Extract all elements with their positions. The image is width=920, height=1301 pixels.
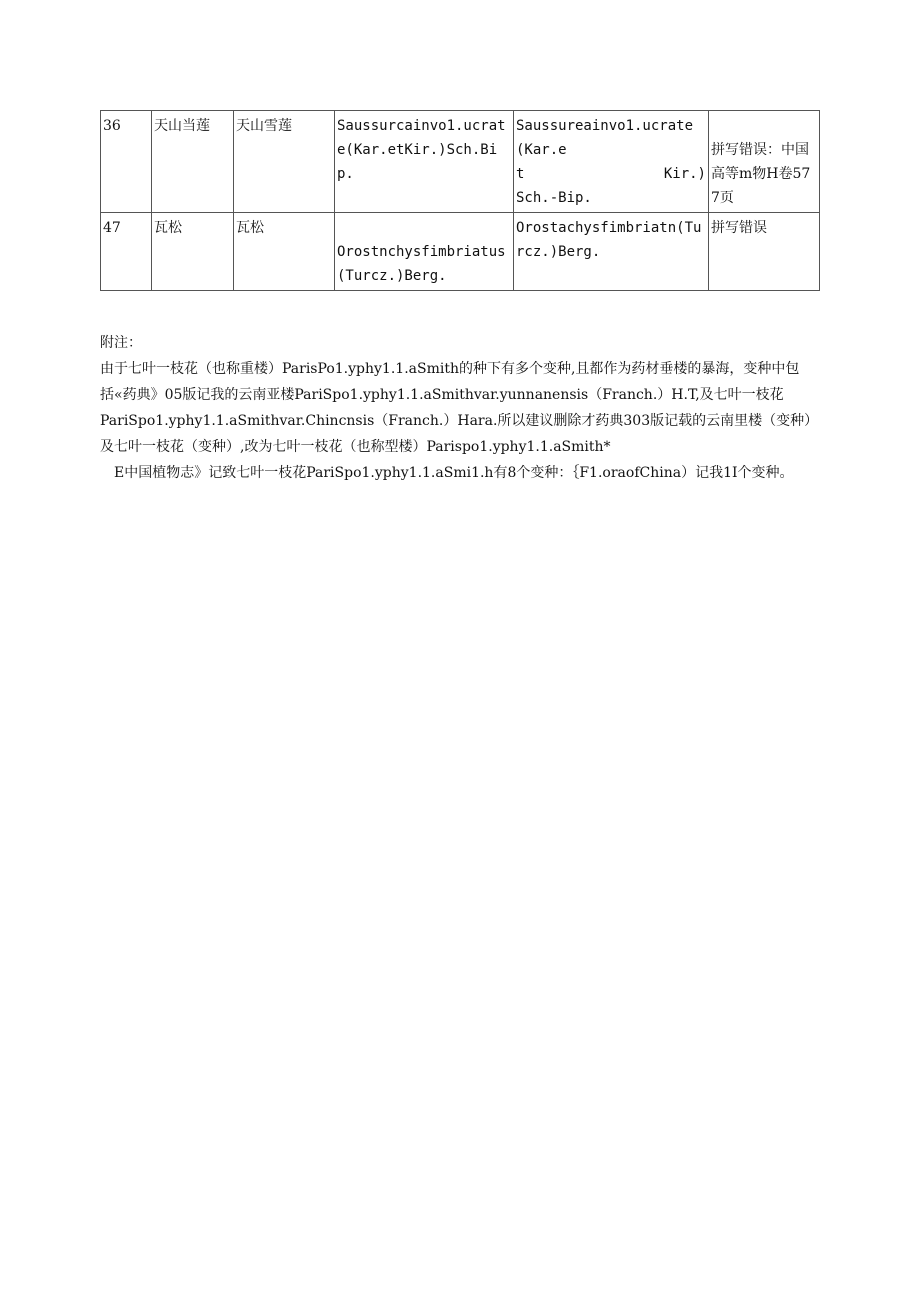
original-latin-name: Saussurcainvo1.ucrate(Kar.etKir.)Sch.Bip. <box>335 111 514 213</box>
latin-line-2-left: t <box>516 166 525 182</box>
table-row <box>101 213 820 291</box>
notes-paragraph-1: 由于七叶一枝花（也称重楼）ParisPo1.yphy1.1.aSmith的种下有多个变种,且都作为药材垂楼的暴海，变种中包括«药典》05版记我的云南亚楼PariSpo1.yphy1.1.aSmithvar.yunnanensis（Franch.）H.T,及七叶一枝花PariSpo1.yphy1.1.aSmithvar.Chincnsis（Franch.）Hara.所以建议删除才药典303版记载的云南里楼（变种）及七叶一枝花（变种）,改为七叶一枝花（也称型楼）Parispo1.yphy1.1.aSmith* <box>100 361 819 455</box>
latin-line-3: Sch.-Bip. <box>516 190 592 206</box>
latin-line-2-right: Kir.) <box>663 166 706 182</box>
corrected-name: 瓦松 <box>234 213 335 291</box>
notes-paragraph-2: E中国植物志》记致七叶一枝花PariSpo1.yphy1.1.aSmi1.h有8个变种：｛F1.oraofChina）记我1I个变种。 <box>114 465 794 481</box>
corrected-name: 天山雪莲 <box>234 111 335 213</box>
row-number: 47 <box>101 213 152 291</box>
table-row <box>101 111 820 213</box>
row-number: 36 <box>101 111 152 213</box>
notes-heading: 附注： <box>100 335 142 351</box>
correction-table <box>100 110 820 291</box>
corrected-latin-name <box>514 111 709 213</box>
original-name: 瓦松 <box>152 213 234 291</box>
original-latin-name <box>335 213 514 291</box>
correction-note: 拼写错误 <box>709 213 820 291</box>
corrected-latin-name: Orostachysfimbriatn(Turcz.)Berg. <box>514 213 709 291</box>
notes-section <box>100 330 822 486</box>
latin-text: Orostnchysfimbriatus(Turcz.)Berg. <box>337 244 506 284</box>
latin-line-1: Saussureainvo1.ucrate(Kar.e <box>516 118 694 158</box>
original-name: 天山当莲 <box>152 111 234 213</box>
note-text: 拼写错误：中国高等m物H卷577页 <box>711 142 811 206</box>
correction-note <box>709 111 820 213</box>
latin-line-2 <box>516 162 706 186</box>
